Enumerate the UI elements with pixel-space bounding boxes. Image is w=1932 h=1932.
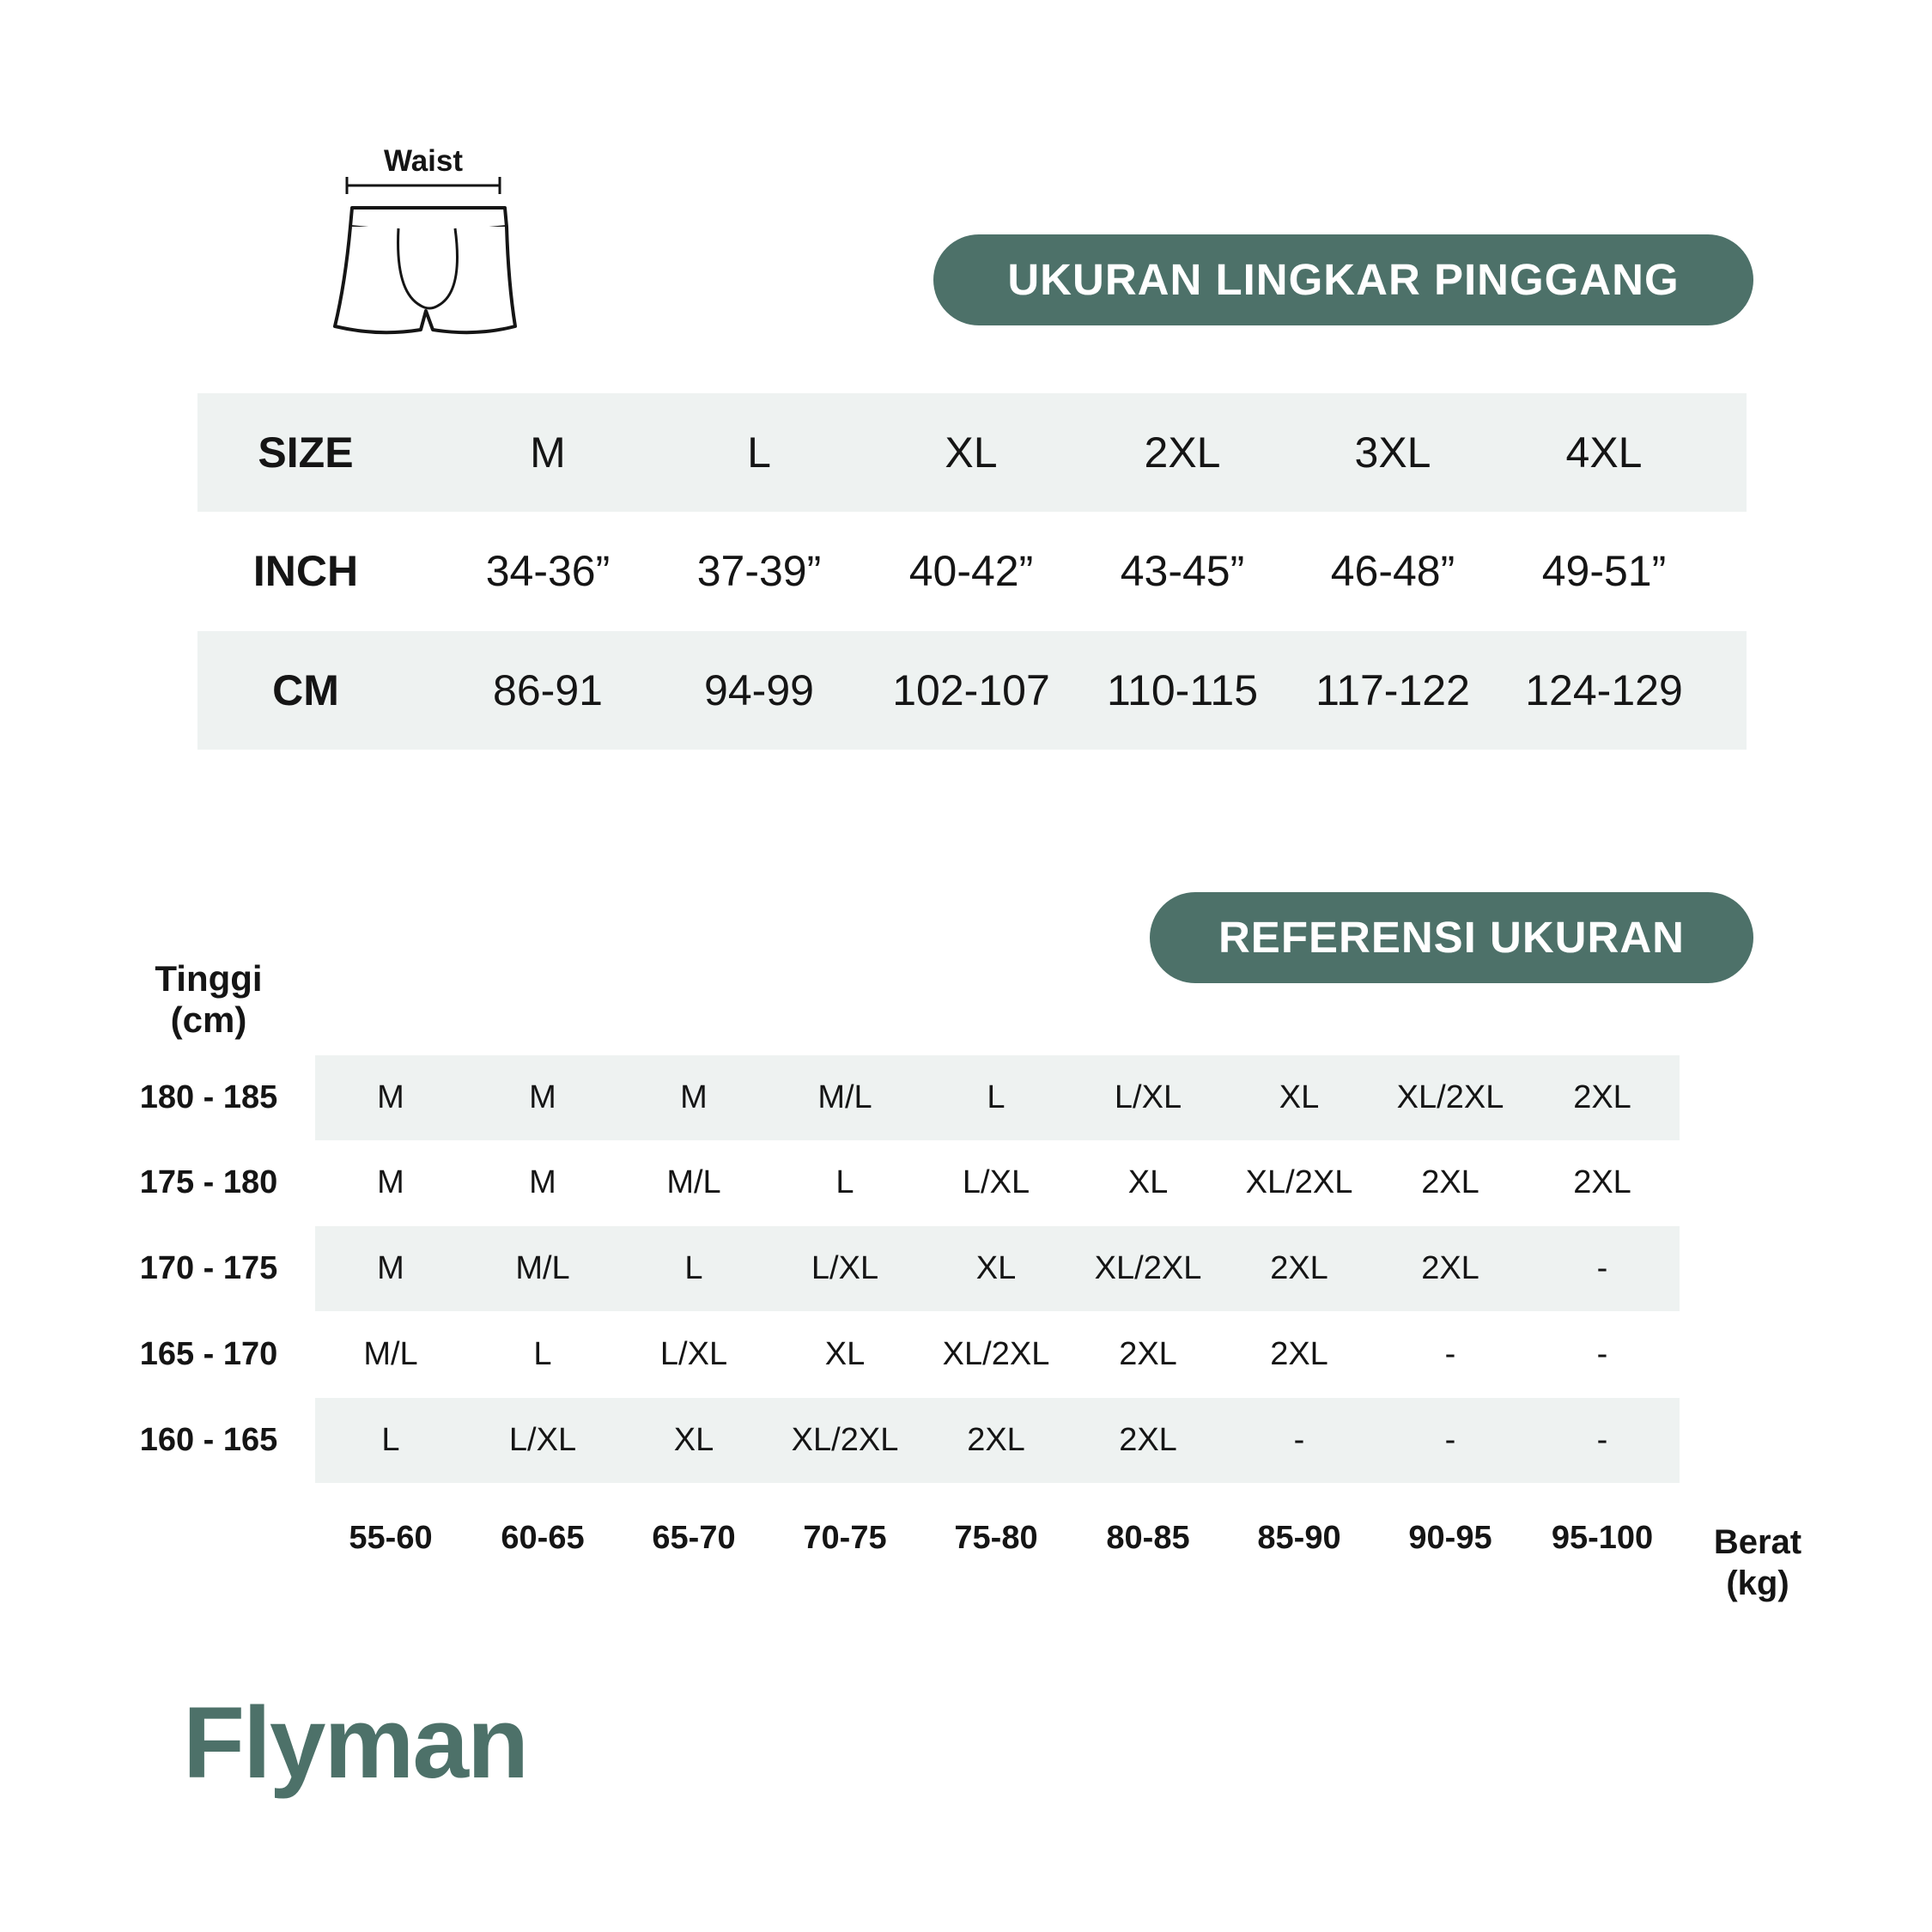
weight-range-label: 85-90 [1257,1520,1341,1556]
reference-grid-cell: M/L [666,1164,721,1200]
weight-range-label: 95-100 [1551,1520,1654,1556]
reference-grid-cell: 2XL [1421,1164,1479,1200]
reference-grid-cell: L [381,1422,400,1458]
weight-axis-label-line1: Berat [1713,1523,1802,1561]
waist-table-cell: 102-107 [892,666,1050,714]
reference-grid-cell: 2XL [1270,1336,1328,1372]
height-range-label: 165 - 170 [139,1336,278,1372]
reference-grid-cell: 2XL [1421,1250,1479,1286]
reference-grid-cell: 2XL [1270,1250,1328,1286]
reference-grid-row [315,1226,1680,1311]
waist-table-row [197,512,1747,630]
brand-logo: Flyman [183,1686,528,1800]
reference-grid-cell: M [680,1079,708,1115]
reference-grid-cell: 2XL [1573,1079,1631,1115]
reference-grid-cell: L/XL [659,1336,728,1372]
waist-table-row-label: INCH [252,547,359,595]
height-axis-label-line2: (cm) [170,999,247,1040]
reference-grid-cell: L/XL [1114,1079,1182,1115]
height-range-label: 180 - 185 [139,1079,278,1115]
reference-grid-cell: L [684,1250,703,1286]
reference-grid-cell: M/L [363,1336,418,1372]
reference-grid-cell: XL/2XL [1245,1164,1353,1200]
waist-table-row-label: SIZE [258,428,354,477]
weight-range-label: 90-95 [1408,1520,1492,1556]
reference-section-title: REFERENSI UKURAN [1150,892,1753,983]
reference-grid-cell: 2XL [1573,1164,1631,1200]
waist-table-cell: 3XL [1354,428,1431,477]
waist-table-cell: 86-91 [493,666,603,714]
reference-grid-cell: L/XL [962,1164,1030,1200]
waist-table-cell: 94-99 [704,666,814,714]
weight-axis-label [1693,1522,1822,1604]
reference-grid-cell: L [987,1079,1005,1115]
waist-table-cell: 2XL [1144,428,1221,477]
waist-table-cell: XL [945,428,998,477]
waist-table-cell: 40-42” [908,547,1034,595]
reference-grid-cell: L [835,1164,854,1200]
weight-range-label: 65-70 [652,1520,736,1556]
reference-grid-cell: XL/2XL [791,1422,899,1458]
waist-section-title: UKURAN LINGKAR PINGGANG [933,234,1753,325]
reference-grid-cell: XL [673,1422,714,1458]
reference-grid-cell: - [1444,1422,1456,1458]
reference-grid-cell: - [1444,1336,1456,1372]
waist-table-cell: 34-36” [485,547,611,595]
reference-grid-cell: M [377,1164,404,1200]
weight-range-label: 80-85 [1106,1520,1190,1556]
waist-table-row [197,631,1747,750]
reference-grid-cell: L [533,1336,552,1372]
waist-table-row [197,393,1747,512]
reference-grid-cell: M [529,1164,556,1200]
waist-table-row-label: CM [272,666,339,714]
reference-grid-cell: L/XL [811,1250,879,1286]
reference-grid-cell: L/XL [508,1422,577,1458]
reference-grid-cell: M [377,1250,404,1286]
height-axis-label [129,958,289,1041]
boxer-briefs-icon [326,163,532,369]
reference-grid-cell: - [1596,1422,1608,1458]
waist-label: Waist [383,144,464,178]
reference-grid-row [315,1140,1680,1225]
weight-range-label: 60-65 [501,1520,585,1556]
height-range-label: 160 - 165 [139,1422,278,1458]
waist-table-cell: 46-48” [1330,547,1455,595]
reference-grid-cell: XL/2XL [942,1336,1050,1372]
reference-grid-cell: XL [1279,1079,1320,1115]
reference-grid-cell: - [1596,1336,1608,1372]
reference-grid-row [315,1312,1680,1397]
height-range-label: 170 - 175 [139,1250,278,1286]
reference-grid-cell: 2XL [1119,1422,1177,1458]
waist-table-cell: 110-115 [1106,666,1259,714]
reference-grid-cell: M [377,1079,404,1115]
waist-table-cell: 124-129 [1525,666,1683,714]
waist-table-cell: L [747,428,771,477]
waist-table-cell: 37-39” [696,547,822,595]
reference-grid-row [315,1055,1680,1140]
reference-grid-row [315,1398,1680,1483]
waist-table-cell: M [530,428,566,477]
waist-table-cell: 4XL [1565,428,1643,477]
reference-grid-cell: XL [975,1250,1017,1286]
reference-grid-cell: - [1596,1250,1608,1286]
weight-range-label: 75-80 [954,1520,1038,1556]
waist-table-cell: 43-45” [1120,547,1245,595]
height-range-label: 175 - 180 [139,1164,278,1200]
reference-grid-cell: XL [824,1336,866,1372]
reference-grid-cell: XL/2XL [1094,1250,1202,1286]
reference-grid-cell: XL/2XL [1396,1079,1504,1115]
height-axis-label-line1: Tinggi [155,958,263,999]
reference-grid-cell: M/L [515,1250,570,1286]
reference-grid-cell: 2XL [967,1422,1025,1458]
weight-axis-label-line2: (kg) [1726,1564,1789,1602]
reference-grid-cell: M [529,1079,556,1115]
reference-grid-cell: XL [1127,1164,1169,1200]
waist-table-cell: 49-51” [1541,547,1667,595]
waist-table-cell: 117-122 [1315,666,1470,714]
reference-grid-cell: - [1293,1422,1305,1458]
weight-range-label: 55-60 [349,1520,433,1556]
reference-grid-cell: M/L [817,1079,872,1115]
weight-range-label: 70-75 [803,1520,887,1556]
reference-grid-cell: 2XL [1119,1336,1177,1372]
